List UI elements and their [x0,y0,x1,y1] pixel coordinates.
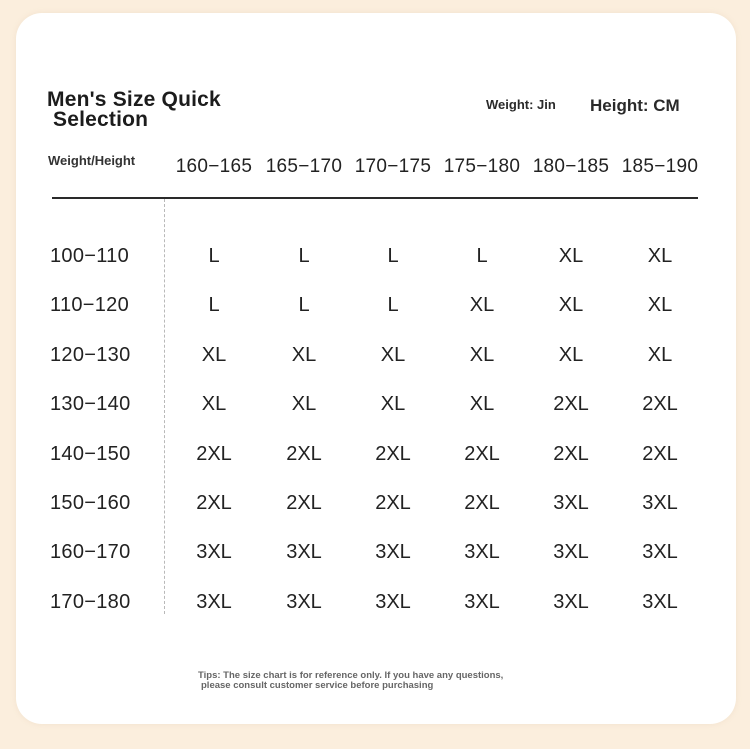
size-cell: 2XL [286,443,322,465]
weight-row-header: 170−180 [50,591,131,613]
weight-height-corner-label: Weight/Height [48,153,136,168]
size-cell: XL [291,344,317,366]
height-column-header: 165−170 [265,156,343,177]
size-cell: 2XL [642,393,678,415]
weight-unit-label: Weight: Jin [486,97,556,112]
size-cell: 3XL [464,591,500,613]
size-cell: XL [647,245,673,267]
size-cell: XL [647,344,673,366]
tips-line-2: please consult customer service before purchasing [201,680,434,691]
size-cell: 3XL [196,541,232,563]
size-cell: 3XL [553,591,589,613]
row-header-divider [164,199,165,614]
size-cell: 2XL [375,492,411,514]
size-cell: 3XL [375,591,411,613]
weight-row-header: 120−130 [50,344,131,366]
weight-row-header: 150−160 [50,492,131,514]
tips-line-1: Tips: The size chart is for reference only. If you have any questions, [198,670,504,681]
size-cell: 2XL [196,443,232,465]
size-cell: XL [469,294,495,316]
size-cell: 3XL [642,492,678,514]
size-cell: 3XL [642,541,678,563]
size-cell: XL [469,344,495,366]
size-cell: XL [201,344,227,366]
size-cell: XL [558,344,584,366]
size-cell: XL [291,393,317,415]
size-cell: L [387,294,399,316]
chart-title-line-2: Selection [53,108,149,131]
size-cell: XL [380,344,406,366]
size-cell: 2XL [286,492,322,514]
size-cell: 2XL [553,443,589,465]
chart-title [47,90,221,130]
height-column-header: 180−185 [532,156,610,177]
size-cell: 2XL [642,443,678,465]
weight-row-header: 140−150 [50,443,131,465]
tips-note [198,671,503,691]
size-cell: L [208,245,220,267]
size-cell: L [298,245,310,267]
size-cell: 2XL [196,492,232,514]
size-cell: 2XL [464,492,500,514]
size-cell: XL [380,393,406,415]
weight-row-header: 160−170 [50,541,131,563]
height-column-header: 175−180 [443,156,521,177]
height-unit-label: Height: CM [590,96,680,115]
height-column-header: 160−165 [175,156,253,177]
size-cell: 3XL [464,541,500,563]
height-column-header: 170−175 [354,156,432,177]
size-cell: XL [558,294,584,316]
size-cell: 3XL [553,492,589,514]
size-cell: 2XL [553,393,589,415]
size-cell: 2XL [375,443,411,465]
weight-row-header: 130−140 [50,393,131,415]
weight-row-header: 110−120 [50,294,130,316]
size-cell: 3XL [286,541,322,563]
size-cell: 3XL [196,591,232,613]
size-cell: L [298,294,310,316]
size-cell: 3XL [553,541,589,563]
size-cell: XL [558,245,584,267]
size-cell: 2XL [464,443,500,465]
size-cell: 3XL [375,541,411,563]
size-cell: L [208,294,220,316]
height-column-header: 185−190 [621,156,699,177]
size-cell: XL [469,393,495,415]
size-cell: L [476,245,488,267]
size-cell: XL [647,294,673,316]
size-cell: XL [201,393,227,415]
size-cell: 3XL [642,591,678,613]
size-cell: 3XL [286,591,322,613]
size-cell: L [387,245,399,267]
header-divider [52,197,698,199]
weight-row-header: 100−110 [50,245,130,267]
chart-title-line-1: Men's Size Quick [47,88,221,111]
